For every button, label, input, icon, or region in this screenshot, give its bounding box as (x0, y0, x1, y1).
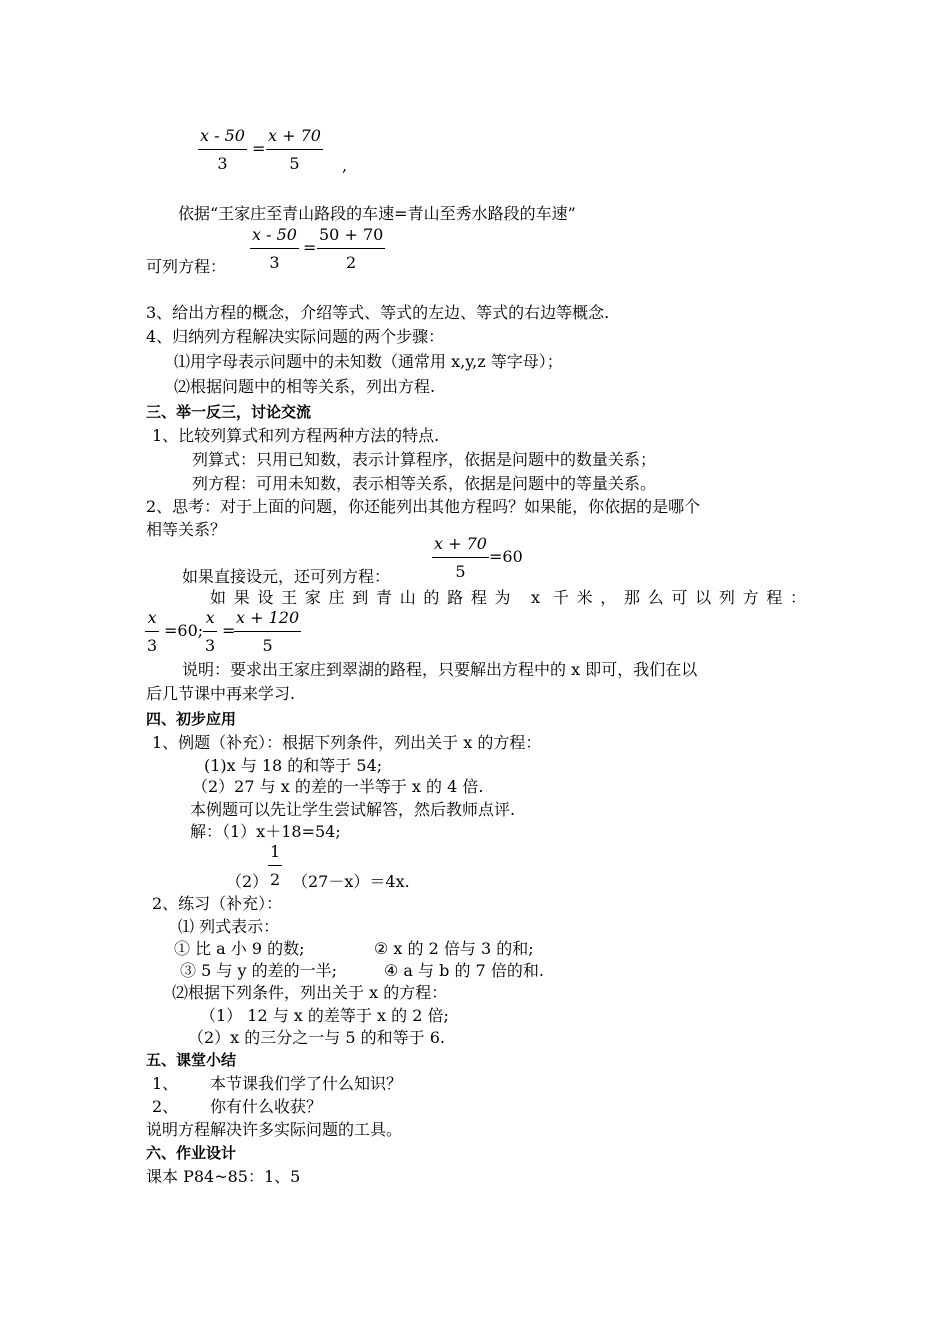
eq2-equals: = (303, 238, 317, 257)
sec4-line-9b: ② x 的 2 倍与 3 的和; (374, 939, 534, 958)
eq4-frac-b (203, 609, 217, 655)
eq1-left-numerator: x - 50 (198, 127, 247, 150)
item-4-step-1: ⑴用字母表示问题中的未知数（通常用 x,y,z 等字母）； (174, 352, 563, 371)
half-denominator: 2 (270, 870, 281, 889)
sec4-line-1: 1、例题（补充）：根据下列条件，列出关于 x 的方程： (152, 733, 542, 752)
sec3-line-3: 列方程：可用未知数，表示相等关系，依据是问题中的等量关系。 (192, 474, 657, 493)
sec5-num-2: 2、 (152, 1097, 179, 1116)
half-numerator: 1 (268, 843, 282, 866)
eq1-right-fraction (266, 127, 323, 173)
eq2-left-denominator: 3 (269, 253, 280, 272)
eq4-frac-a-num: x (145, 609, 159, 632)
eq4-frac-c-den: 5 (262, 636, 273, 655)
item-4: 4、归纳列方程解决实际问题的两个步骤： (146, 327, 445, 346)
eq1-equals: = (252, 139, 266, 158)
eq1-right-numerator: x + 70 (266, 127, 323, 150)
eq4-frac-c (234, 609, 301, 655)
eq1-left-fraction (198, 127, 247, 173)
eq1-left-denominator: 3 (217, 154, 228, 173)
eq3-fraction (432, 535, 489, 581)
eq4-frac-a (145, 609, 159, 655)
basis-text: 依据“王家庄至青山路段的车速=青山至秀水路段的车速” (178, 204, 576, 223)
sec3-line-4: 2、思考：对于上面的问题，你还能列出其他方程吗？如果能，你依据的是哪个 (146, 497, 701, 516)
eq2-right-fraction (317, 226, 385, 272)
sec4-line-4: 本例题可以先让学生尝试解答，然后教师点评. (190, 800, 516, 819)
eq1-comma: , (342, 156, 348, 175)
sec3-line-2: 列算式：只用已知数，表示计算程序，依据是问题中的数量关系； (192, 450, 657, 469)
sec5-line-1: 本节课我们学了什么知识？ (210, 1074, 403, 1093)
eq2-left-fraction (250, 226, 299, 272)
sec4-line-2: (1)x 与 18 的和等于 54; (204, 756, 383, 775)
eq4-frac-b-den: 3 (205, 636, 216, 655)
sec4-line-6a: （2） (226, 872, 269, 891)
sec3-line-7: 如果设王家庄到青山的路程为 x 千米，那么可以列方程： (210, 588, 806, 607)
sec3-line-8: 说明：要求出王家庄到翠湖的路程，只要解出方程中的 x 即可，我们在以 (182, 660, 698, 679)
eq4-equals: = (222, 621, 236, 640)
sec4-line-6b: （27－x）＝4x. (292, 872, 410, 891)
sec4-line-10b: ④ a 与 b 的 7 倍的和. (384, 961, 544, 980)
eq3-rhs: =60 (489, 547, 523, 566)
sec4-line-11: ⑵根据下列条件，列出关于 x 的方程： (172, 983, 448, 1002)
item-3: 3、给出方程的概念，介绍等式、等式的左边、等式的右边等概念. (146, 303, 610, 322)
eq2-right-denominator: 2 (346, 253, 357, 272)
sec3-line-6: 如果直接设元，还可列方程： (182, 567, 391, 586)
sec4-line-7: 2、练习（补充）： (152, 894, 283, 913)
sec3-line-5: 相等关系？ (146, 520, 227, 539)
sec3-line-9: 后几节课中再来学习. (146, 684, 296, 703)
eq4-frac-b-num: x (203, 609, 217, 632)
sec6-line-1: 课本 P84~85：1、5 (146, 1167, 301, 1186)
eq2-right-numerator: 50 + 70 (317, 226, 385, 249)
sec4-line-8: ⑴ 列式表示： (178, 917, 280, 936)
sec4-line-9a: ① 比 a 小 9 的数; (174, 939, 305, 958)
eq4-frac-c-num: x + 120 (234, 609, 301, 632)
sec4-line-5: 解：（1）x＋18=54; (190, 822, 341, 841)
eq4-frac-a-den: 3 (147, 636, 158, 655)
eq4-mid: =60; (164, 621, 204, 640)
eq2-left-numerator: x - 50 (250, 226, 299, 249)
eq1-right-denominator: 5 (289, 154, 300, 173)
sec4-line-12: （1） 12 与 x 的差等于 x 的 2 倍; (200, 1006, 449, 1025)
item-4-step-2: ⑵根据问题中的相等关系，列出方程. (174, 377, 436, 396)
section-6-heading: 六、作业设计 (146, 1144, 237, 1162)
section-3-heading: 三、举一反三，讨论交流 (146, 403, 312, 421)
sec4-line-3: （2）27 与 x 的差的一半等于 x 的 4 倍. (192, 777, 484, 796)
can-list-label: 可列方程： (146, 257, 227, 276)
sec4-line-10a: ③ 5 与 y 的差的一半; (180, 961, 337, 980)
section-5-heading: 五、课堂小结 (146, 1051, 237, 1069)
sec3-line-1: 1、比较列算式和列方程两种方法的特点. (152, 426, 440, 445)
sec5-line-2: 你有什么收获？ (210, 1097, 323, 1116)
half-fraction (268, 843, 282, 889)
sec5-line-3: 说明方程解决许多实际问题的工具。 (146, 1120, 403, 1139)
eq3-denominator: 5 (455, 562, 466, 581)
sec4-line-13: （2）x 的三分之一与 5 的和等于 6. (188, 1028, 445, 1047)
section-4-heading: 四、初步应用 (146, 710, 237, 728)
sec5-num-1: 1、 (152, 1074, 179, 1093)
eq3-numerator: x + 70 (432, 535, 489, 558)
